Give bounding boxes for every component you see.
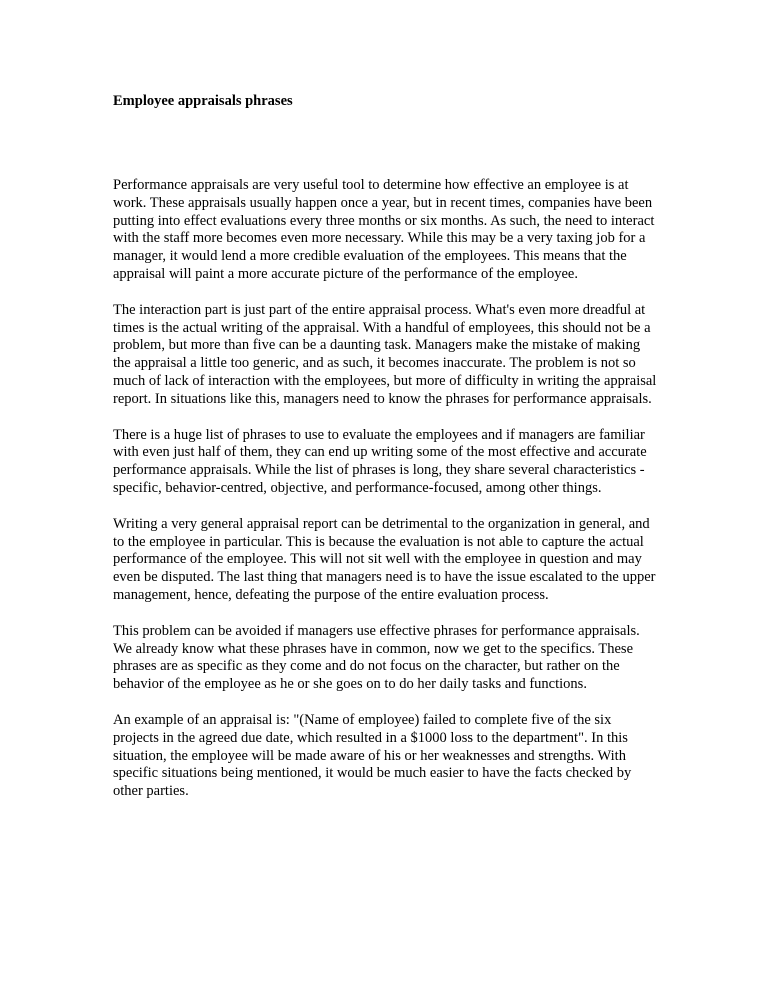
paragraph-3: There is a huge list of phrases to use to evaluate the employees and if managers are familiar with even just half of them, they can end up writing some of the most effective and accurate performance appraisals. While the list of phrases is long, they share several characteristics - specific, behavior-centred, objective, and performance-focused, among other things.	[113, 426, 647, 496]
document-body	[113, 177, 658, 819]
paragraph-4: Writing a very general appraisal report can be detrimental to the organization in general, and to the employee in particular. This is because the evaluation is not able to capture the actual performance of the employee. This will not sit well with the employee in question and may even be disputed. The last thing that managers need is to have the issue escalated to the upper management, hence, defeating the purpose of the entire evaluation process.	[113, 515, 656, 603]
page-title: Employee appraisals phrases	[113, 93, 293, 109]
paragraph-1: Performance appraisals are very useful tool to determine how effective an employee is at work. These appraisals usually happen once a year, but in recent times, companies have been putting into effect evaluations every three months or six months. As such, the need to interact with the staff more becomes even more necessary. While this may be a very taxing job for a manager, it would lend a more credible evaluation of the employees. This means that the appraisal will paint a more accurate picture of the performance of the employee.	[113, 177, 655, 282]
paragraph-6: An example of an appraisal is: "(Name of employee) failed to complete five of the six projects in the agreed due date, which resulted in a $1000 loss to the department". In this situation, the employee will be made aware of his or her weaknesses and strengths. With specific situations being mentioned, it would be much easier to have the facts checked by other parties.	[113, 711, 632, 800]
paragraph-5: This problem can be avoided if managers use effective phrases for performance appraisals. We already know what these phrases have in common, now we get to the specifics. These phrases are as specific as they come and do not focus on the character, but rather on the behavior of the employee as he or she goes on to do her daily tasks and functions.	[113, 622, 640, 693]
paragraph-2: The interaction part is just part of the entire appraisal process. What's even more dreadful at times is the actual writing of the appraisal. With a handful of employees, this should not be a problem, but more than five can be a daunting task. Managers make the mistake of making the appraisal a little too generic, and as such, it becomes inaccurate. The problem is not so much of lack of interaction with the employees, but more of difficulty in writing the appraisal report. In situations like this, managers need to know the phrases for performance appraisals.	[113, 301, 657, 407]
